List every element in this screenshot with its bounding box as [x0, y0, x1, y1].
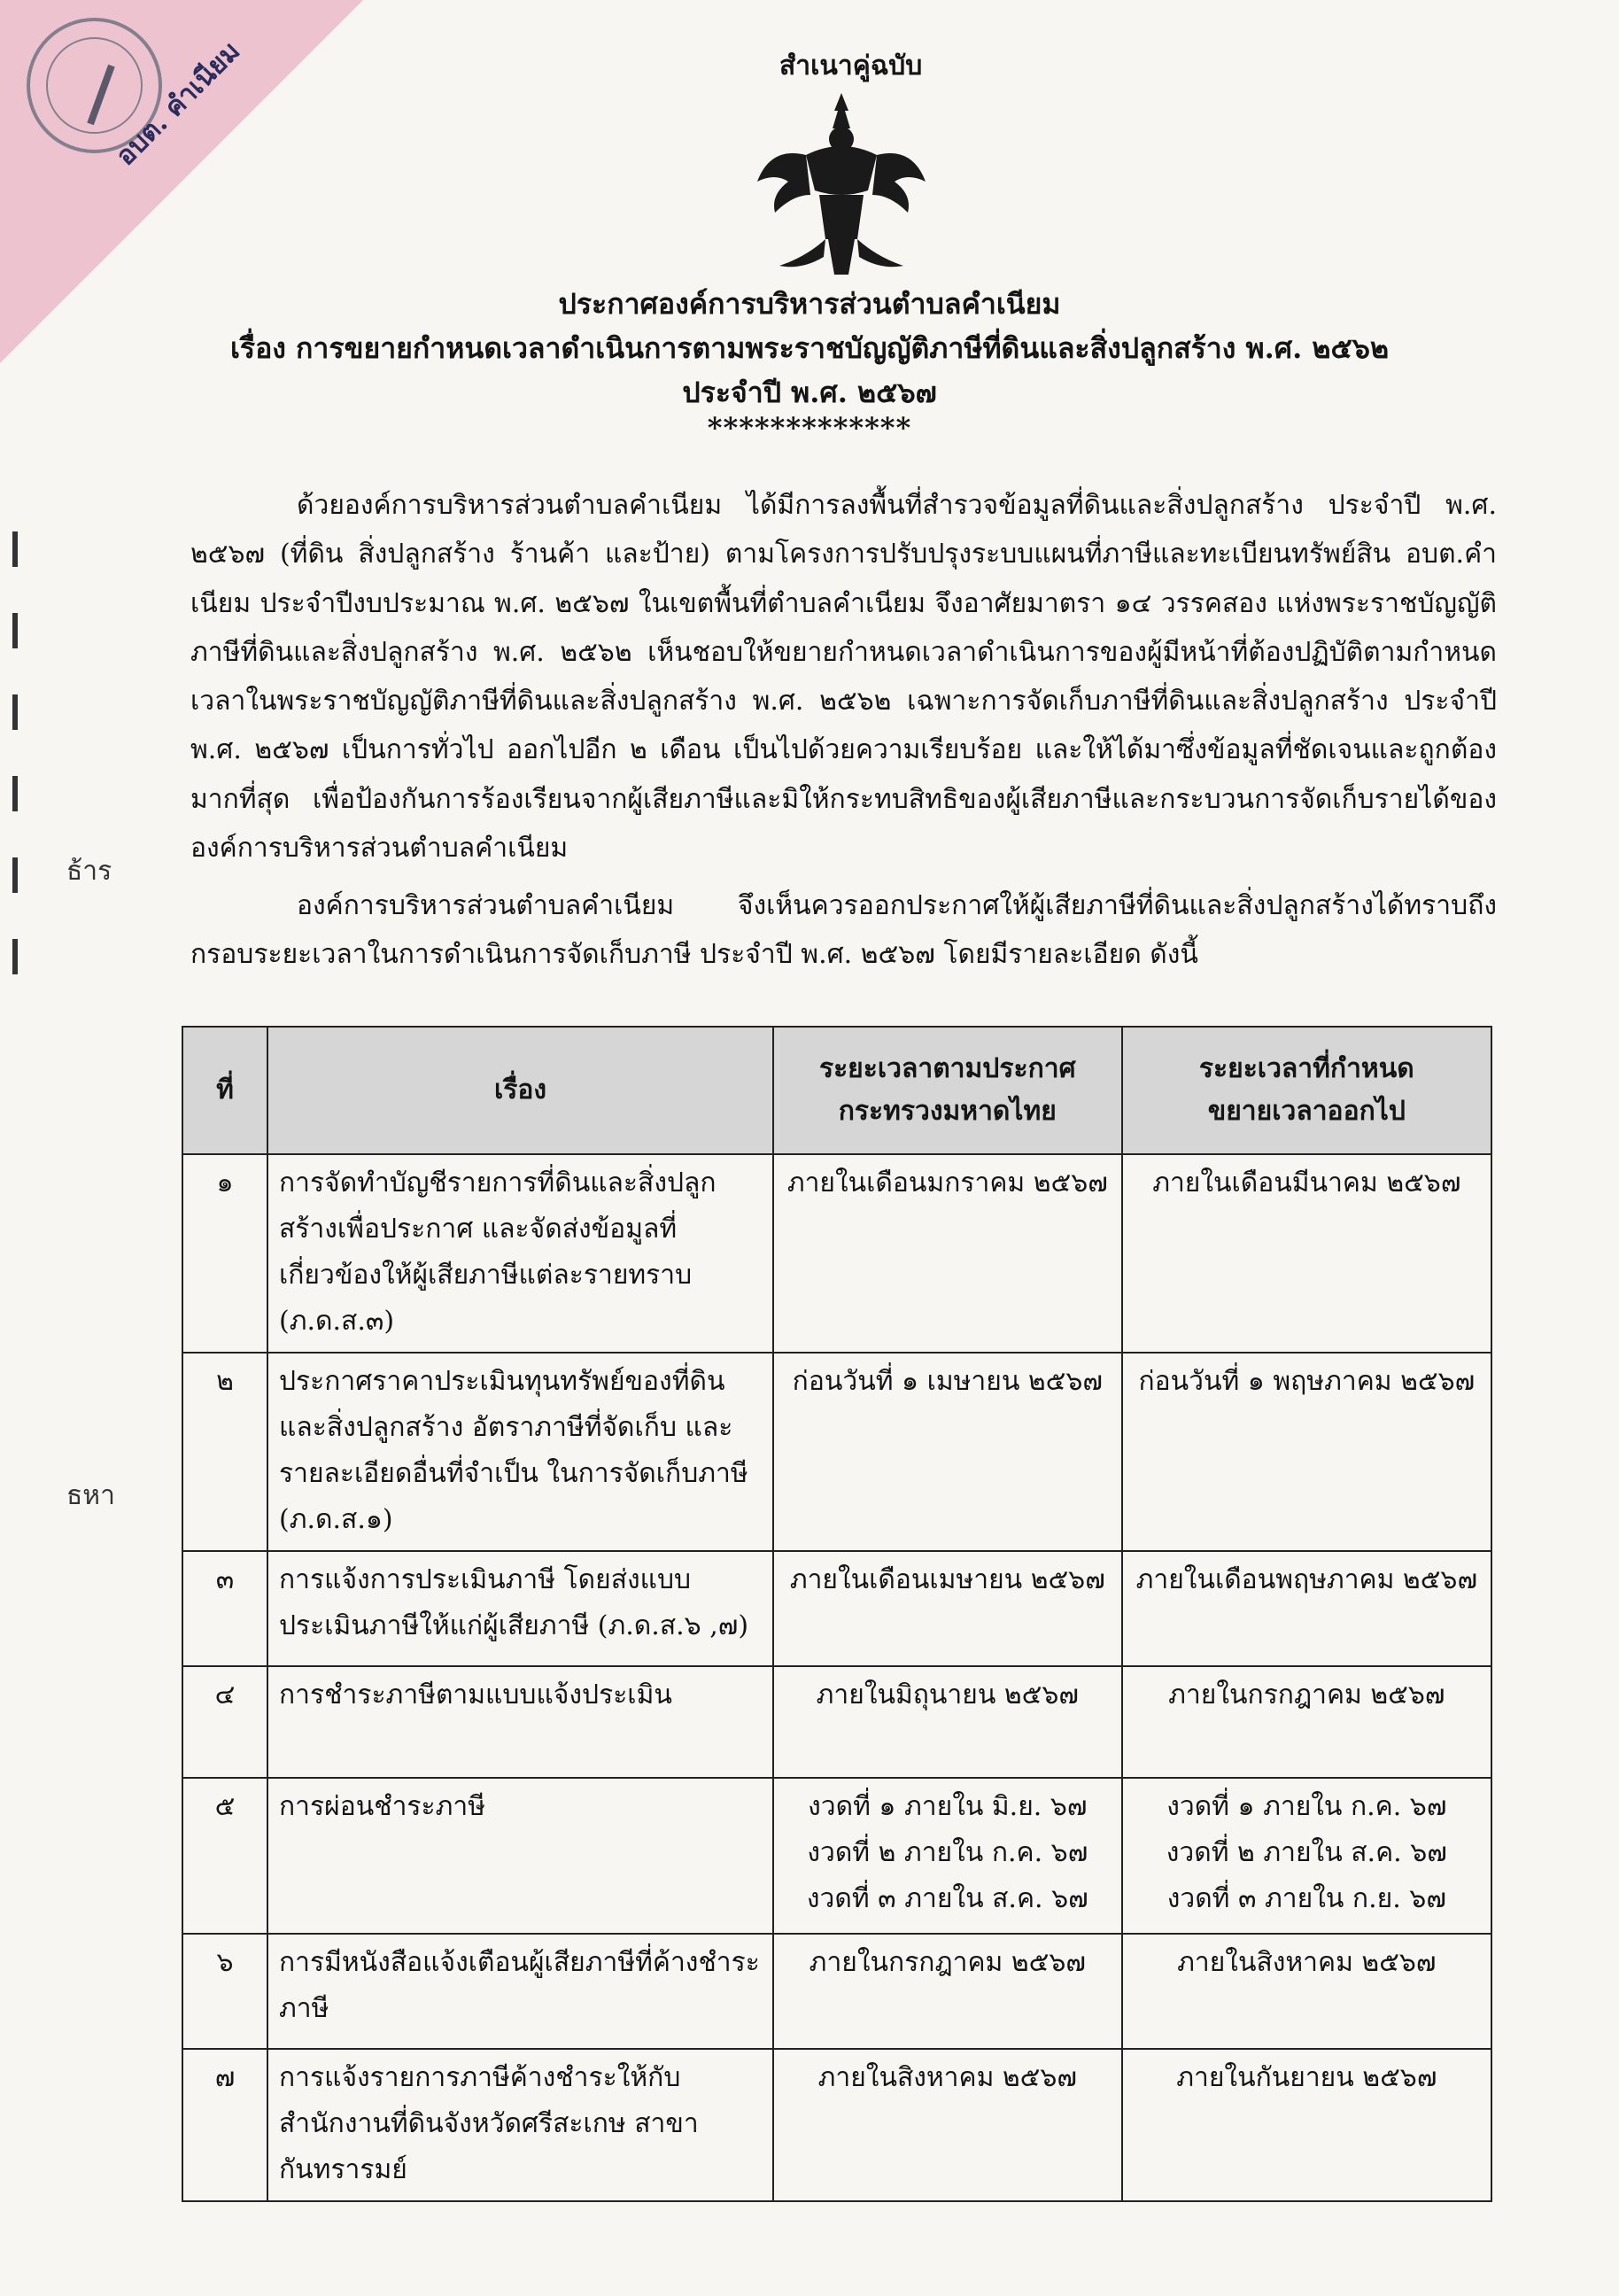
row-subject: การจัดทำบัญชีรายการที่ดินและสิ่งปลูกสร้างเพื่อประกาศ และจัดส่งข้อมูลที่เกี่ยวข้องให้ผู้เสียภาษีแต่ละรายทราบ (ภ.ด.ส.๓): [267, 1154, 773, 1353]
announcement-title: ประกาศองค์การบริหารส่วนตำบลคำเนียม: [558, 287, 1061, 321]
row-num: ๑: [182, 1154, 267, 1353]
stamp-text: อบต. คำเนียม: [110, 35, 247, 172]
table-row: [182, 1666, 1491, 1778]
table-row: [182, 1551, 1491, 1666]
installment-line: งวดที่ ๑ ภายใน มิ.ย. ๖๗: [808, 1791, 1088, 1822]
table-row: [182, 1934, 1491, 2049]
row-num: ๗: [182, 2049, 267, 2201]
copy-label: สำเนาคู่ฉบับ: [779, 50, 923, 81]
schedule-table: [182, 1026, 1492, 2202]
header-extended: [1122, 1027, 1491, 1154]
announcement-year: ประจำปี พ.ศ. ๒๕๖๗: [682, 376, 937, 409]
announcement-heading: [0, 282, 1619, 445]
header-period-line2: กระทรวงมหาดไทย: [838, 1096, 1057, 1127]
installment-line: งวดที่ ๓ ภายใน ก.ย. ๖๗: [1166, 1883, 1446, 1914]
row-period: ภายในเดือนมกราคม ๒๕๖๗: [773, 1154, 1122, 1353]
margin-note: ธ้าร: [66, 856, 112, 887]
row-num: ๔: [182, 1666, 267, 1778]
header-num: ที่: [182, 1027, 267, 1154]
row-subject: การแจ้งรายการภาษีค้างชำระให้กับสำนักงานที่ดินจังหวัดศรีสะเกษ สาขากันทรารมย์: [267, 2049, 773, 2201]
header-period: [773, 1027, 1122, 1154]
table-row: [182, 1154, 1491, 1353]
row-extended: [1122, 1778, 1491, 1934]
table-row: [182, 2049, 1491, 2201]
table-row: [182, 1353, 1491, 1551]
margin-marks: [12, 531, 21, 1020]
header-subject: เรื่อง: [267, 1027, 773, 1154]
separator: *************: [707, 411, 912, 445]
row-extended: ภายในเดือนมีนาคม ๒๕๖๗: [1122, 1154, 1491, 1353]
announcement-subject: เรื่อง การขยายกำหนดเวลาดำเนินการตามพระราชบัญญัติภาษีที่ดินและสิ่งปลูกสร้าง พ.ศ. ๒๕๖๒: [229, 331, 1390, 365]
row-num: ๖: [182, 1934, 267, 2049]
row-period: ภายในสิงหาคม ๒๕๖๗: [773, 2049, 1122, 2201]
emblem-block: [753, 40, 930, 261]
row-extended: ภายในกันยายน ๒๕๖๗: [1122, 2049, 1491, 2201]
row-subject: การแจ้งการประเมินภาษี โดยส่งแบบประเมินภาษีให้แก่ผู้เสียภาษี (ภ.ด.ส.๖ ,๗): [267, 1551, 773, 1666]
table-row: [182, 1778, 1491, 1934]
table-header-row: [182, 1027, 1491, 1154]
row-extended: ภายในสิงหาคม ๒๕๖๗: [1122, 1934, 1491, 2049]
margin-note: ธหา: [66, 1480, 115, 1511]
row-num: ๕: [182, 1778, 267, 1934]
row-subject: การผ่อนชำระภาษี: [267, 1778, 773, 1934]
installment-line: งวดที่ ๑ ภายใน ก.ค. ๖๗: [1166, 1791, 1447, 1822]
body-paragraph-1: ด้วยองค์การบริหารส่วนตำบลคำเนียม ได้มีการลงพื้นที่สำรวจข้อมูลที่ดินและสิ่งปลูกสร้าง ประจำปี พ.ศ. ๒๕๖๗ (ที่ดิน สิ่งปลูกสร้าง ร้านค้า และป้าย) ตามโครงการปรับปรุงระบบแผนที่ภาษีและทะเบียนทรัพย์สิน อบต.คำเนียม ประจำปีงบประมาณ พ.ศ. ๒๕๖๗ ในเขตพื้นที่ตำบลคำเนียม จึงอาศัยมาตรา ๑๔ วรรคสอง แห่งพระราชบัญญัติภาษีที่ดินและสิ่งปลูกสร้าง พ.ศ. ๒๕๖๒ เห็นชอบให้ขยายกำหนดเวลาดำเนินการของผู้มีหน้าที่ต้องปฏิบัติตามกำหนดเวลาในพระราชบัญญัติภาษีที่ดินและสิ่งปลูกสร้าง พ.ศ. ๒๕๖๒ เฉพาะการจัดเก็บภาษีที่ดินและสิ่งปลูกสร้าง ประจำปี พ.ศ. ๒๕๖๗ เป็นการทั่วไป ออกไปอีก ๒ เดือน เป็นไปด้วยความเรียบร้อย และให้ได้มาซึ่งข้อมูลที่ชัดเจนและถูกต้องมากที่สุด เพื่อป้องกันการร้องเรียนจากผู้เสียภาษีและมิให้กระทบสิทธิของผู้เสียภาษีและกระบวนการจัดเก็บรายได้ขององค์การบริหารส่วนตำบลคำเนียม: [190, 490, 1497, 865]
header-extended-line1: ระยะเวลาที่กำหนด: [1198, 1053, 1414, 1084]
row-num: ๒: [182, 1353, 267, 1551]
header-period-line1: ระยะเวลาตามประกาศ: [818, 1053, 1076, 1084]
row-subject: ประกาศราคาประเมินทุนทรัพย์ของที่ดินและสิ่งปลูกสร้าง อัตราภาษีที่จัดเก็บ และรายละเอียดอื่นที่จำเป็น ในการจัดเก็บภาษี (ภ.ด.ส.๑): [267, 1353, 773, 1551]
row-period: ภายในกรกฎาคม ๒๕๖๗: [773, 1934, 1122, 2049]
row-period: ภายในมิถุนายน ๒๕๖๗: [773, 1666, 1122, 1778]
row-period: ก่อนวันที่ ๑ เมษายน ๒๕๖๗: [773, 1353, 1122, 1551]
row-period: [773, 1778, 1122, 1934]
row-subject: การมีหนังสือแจ้งเตือนผู้เสียภาษีที่ค้างชำระภาษี: [267, 1934, 773, 2049]
row-extended: ก่อนวันที่ ๑ พฤษภาคม ๒๕๖๗: [1122, 1353, 1491, 1551]
installment-line: งวดที่ ๒ ภายใน ส.ค. ๖๗: [1166, 1837, 1447, 1868]
body-paragraph-2: องค์การบริหารส่วนตำบลคำเนียม จึงเห็นควรออกประกาศให้ผู้เสียภาษีที่ดินและสิ่งปลูกสร้างได้ทราบถึงกรอบระยะเวลาในการดำเนินการจัดเก็บภาษี ประจำปี พ.ศ. ๒๕๖๗ โดยมีรายละเอียด ดังนี้: [190, 890, 1497, 971]
row-period: ภายในเดือนเมษายน ๒๕๖๗: [773, 1551, 1122, 1666]
garuda-emblem-icon: [753, 84, 930, 288]
row-extended: ภายในกรกฎาคม ๒๕๖๗: [1122, 1666, 1491, 1778]
installment-line: งวดที่ ๓ ภายใน ส.ค. ๖๗: [806, 1883, 1088, 1914]
row-num: ๓: [182, 1551, 267, 1666]
installment-line: งวดที่ ๒ ภายใน ก.ค. ๖๗: [807, 1837, 1088, 1868]
row-extended: ภายในเดือนพฤษภาคม ๒๕๖๗: [1122, 1551, 1491, 1666]
header-extended-line2: ขยายเวลาออกไป: [1207, 1096, 1406, 1127]
row-subject: การชำระภาษีตามแบบแจ้งประเมิน: [267, 1666, 773, 1778]
